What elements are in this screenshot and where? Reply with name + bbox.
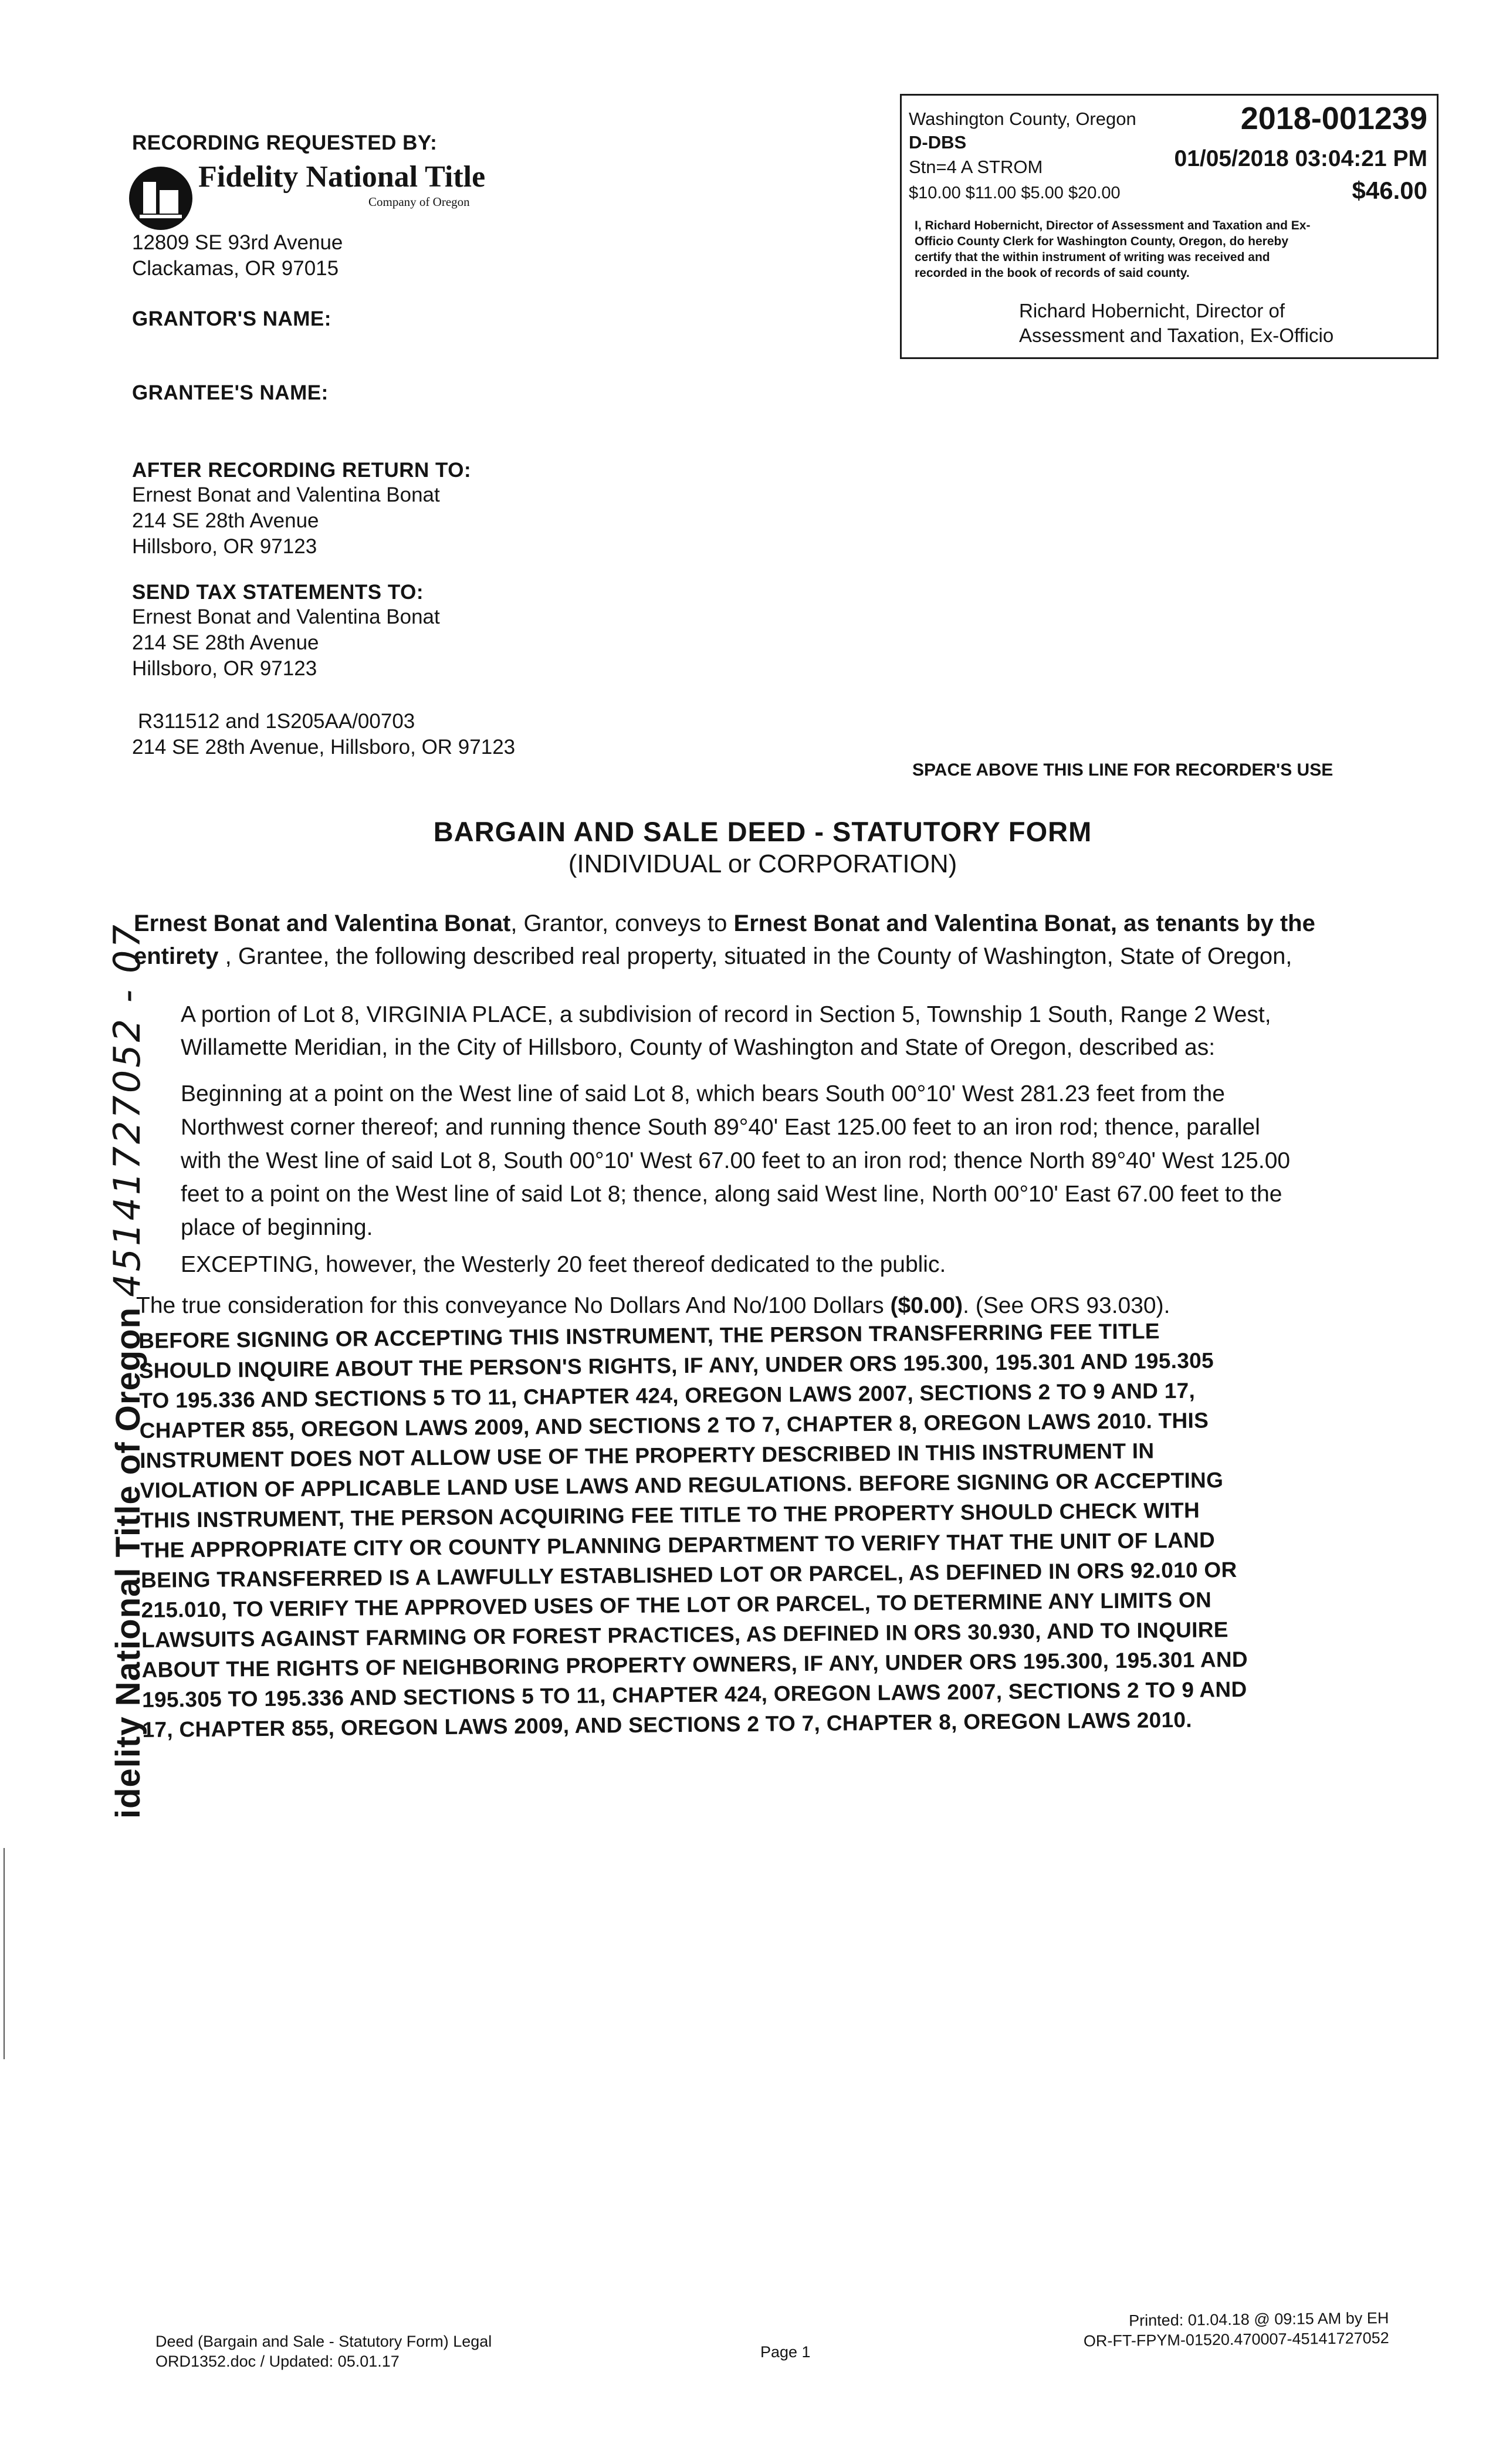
property-address: 214 SE 28th Avenue, Hillsboro, OR 97123 xyxy=(132,736,516,759)
grantor-label: GRANTOR'S NAME: xyxy=(132,307,331,330)
certification-text: I, Richard Hobernicht, Director of Assessment and Taxation and Ex- Officio County Clerk for Washington County, Oregon, do hereby certify that the within instrument of writing was received and recorded in the book of records of said county. xyxy=(915,219,1311,280)
fidelity-logo-icon xyxy=(129,167,192,230)
grant-clause xyxy=(134,907,1424,973)
recording-requested-label: RECORDING REQUESTED BY: xyxy=(132,131,438,154)
legal-description-metes: Beginning at a point on the West line of said Lot 8, which bears South 00°10' West 281.23 feet from the Northwest corner thereof; and running thence South 89°40' East 125.00 feet to an iron rod; thence, parallel with the West line of said Lot 8, South 00°10' West 67.00 feet to an iron rod; thence North 89°40' West 125.00 feet to a point on the West line of said Lot 8; thence, along said West line, North 00°10' East 67.00 feet to the place of beginning. xyxy=(181,1081,1291,1240)
company-sub: Company of Oregon xyxy=(368,195,470,209)
county-name: Washington County, Oregon xyxy=(909,109,1136,129)
address-line: Ernest Bonat and Valentina Bonat xyxy=(132,483,440,506)
parcel-info xyxy=(132,709,516,760)
deed-subtitle: (INDIVIDUAL or CORPORATION) xyxy=(568,849,957,878)
recording-datetime: 01/05/2018 03:04:21 PM xyxy=(1174,146,1427,171)
after-recording-address xyxy=(132,482,440,560)
document-number: 2018-001239 xyxy=(1240,101,1427,136)
address-line: 12809 SE 93rd Avenue xyxy=(132,231,343,254)
total-fee: $46.00 xyxy=(1352,177,1427,204)
margin-stamp-handwritten: 45141727052 - 07 xyxy=(106,922,148,1297)
fees: $10.00 $11.00 $5.00 $20.00 xyxy=(909,184,1121,202)
grant-line-1: Ernest Bonat and Valentina Bonat, Grantor, conveys to Ernest Bonat and Valentina Bonat, as tenants by the xyxy=(134,911,1315,936)
scan-edge-line xyxy=(4,1848,5,2059)
station: Stn=4 A STROM xyxy=(909,157,1043,177)
after-recording-label: AFTER RECORDING RETURN TO: xyxy=(132,459,472,482)
company-address xyxy=(132,230,343,282)
address-line: Ernest Bonat and Valentina Bonat xyxy=(132,605,440,628)
recording-stamp-box xyxy=(900,94,1439,359)
tax-statements-address xyxy=(132,604,440,682)
address-line: Hillsboro, OR 97123 xyxy=(132,657,317,680)
margin-stamp-printed: idelity National Title of Oregon xyxy=(109,1307,147,1819)
consideration-statement: The true consideration for this conveyance No Dollars And No/100 Dollars ($0.00). (See ORS 93.030). xyxy=(136,1293,1170,1318)
address-line: Hillsboro, OR 97123 xyxy=(132,535,317,558)
printed-info: Printed: 01.04.18 @ 09:15 AM by EH OR-FT-FPYM-01520.470007-45141727052 xyxy=(1083,2309,1389,2350)
form-info: Deed (Bargain and Sale - Statutory Form) Legal ORD1352.doc / Updated: 05.01.17 xyxy=(155,2333,492,2370)
space-above-note: SPACE ABOVE THIS LINE FOR RECORDER'S USE xyxy=(912,760,1333,780)
statutory-warning: BEFORE SIGNING OR ACCEPTING THIS INSTRUMENT, THE PERSON TRANSFERRING FEE TITLE SHOULD INQUIRE ABOUT THE PERSON'S RIGHTS, IF ANY, UNDER ORS 195.300, 195.301 AND 195.305 TO 195.336 AND SECTIONS 5 TO 11, CHAPTER 424, OREGON LAWS 2007, SECTIONS 2 TO 9 AND 17, CHAPTER 855, OREGON LAWS 2009, AND SECTIONS 2 TO 7, CHAPTER 8, OREGON LAWS 2010. THIS INSTRUMENT DOES NOT ALLOW USE OF THE PROPERTY DESCRIBED IN THIS INSTRUMENT IN VIOLATION OF APPLICABLE LAND USE LAWS AND REGULATIONS. BEFORE SIGNING OR ACCEPTING THIS INSTRUMENT, THE PERSON ACQUIRING FEE TITLE TO THE PROPERTY SHOULD CHECK WITH THE APPROPRIATE CITY OR COUNTY PLANNING DEPARTMENT TO VERIFY THAT THE UNIT OF LAND BEING TRANSFERRED IS A LAWFULLY ESTABLISHED LOT OR PARCEL, AS DEFINED IN ORS 92.010 OR 215.010, TO VERIFY THE APPROVED USES OF THE LOT OR PARCEL, TO DETERMINE ANY LIMITS ON LAWSUITS AGAINST FARMING OR FOREST PRACTICES, AS DEFINED IN ORS 30.930, AND TO INQUIRE ABOUT THE RIGHTS OF NEIGHBORING PROPERTY OWNERS, IF ANY, UNDER ORS 195.300, 195.301 AND 195.305 TO 195.336 AND SECTIONS 5 TO 11, CHAPTER 424, OREGON LAWS 2007, SECTIONS 2 TO 9 AND 17, CHAPTER 855, OREGON LAWS 2009, AND SECTIONS 2 TO 7, CHAPTER 8, OREGON LAWS 2010. xyxy=(138,1319,1248,1742)
parcel-number: R311512 and 1S205AA/00703 xyxy=(138,710,415,733)
legal-description-intro: A portion of Lot 8, VIRGINIA PLACE, a subdivision of record in Section 5, Township 1 South, Range 2 West, Willamette Meridian, in the City of Hillsboro, County of Washington and State of Oregon, described as: xyxy=(181,1002,1271,1060)
grantee-label: GRANTEE'S NAME: xyxy=(132,381,329,404)
signer-text: Richard Hobernicht, Director of Assessment and Taxation, Ex-Officio xyxy=(1019,300,1334,346)
address-line: 214 SE 28th Avenue xyxy=(132,509,319,532)
grant-line-2: entirety , Grantee, the following described real property, situated in the County of Washington, State of Oregon, xyxy=(134,943,1292,969)
excepting-clause: EXCEPTING, however, the Westerly 20 feet thereof dedicated to the public. xyxy=(181,1252,946,1277)
document-type: D-DBS xyxy=(909,132,967,153)
margin-stamp xyxy=(106,922,153,1819)
address-line: 214 SE 28th Avenue xyxy=(132,631,319,654)
tax-statements-label: SEND TAX STATEMENTS TO: xyxy=(132,581,424,604)
deed-title: BARGAIN AND SALE DEED - STATUTORY FORM xyxy=(433,816,1092,847)
company-name: Fidelity National Title xyxy=(198,160,486,194)
page-number: Page 1 xyxy=(760,2343,811,2361)
address-line: Clackamas, OR 97015 xyxy=(132,257,339,280)
